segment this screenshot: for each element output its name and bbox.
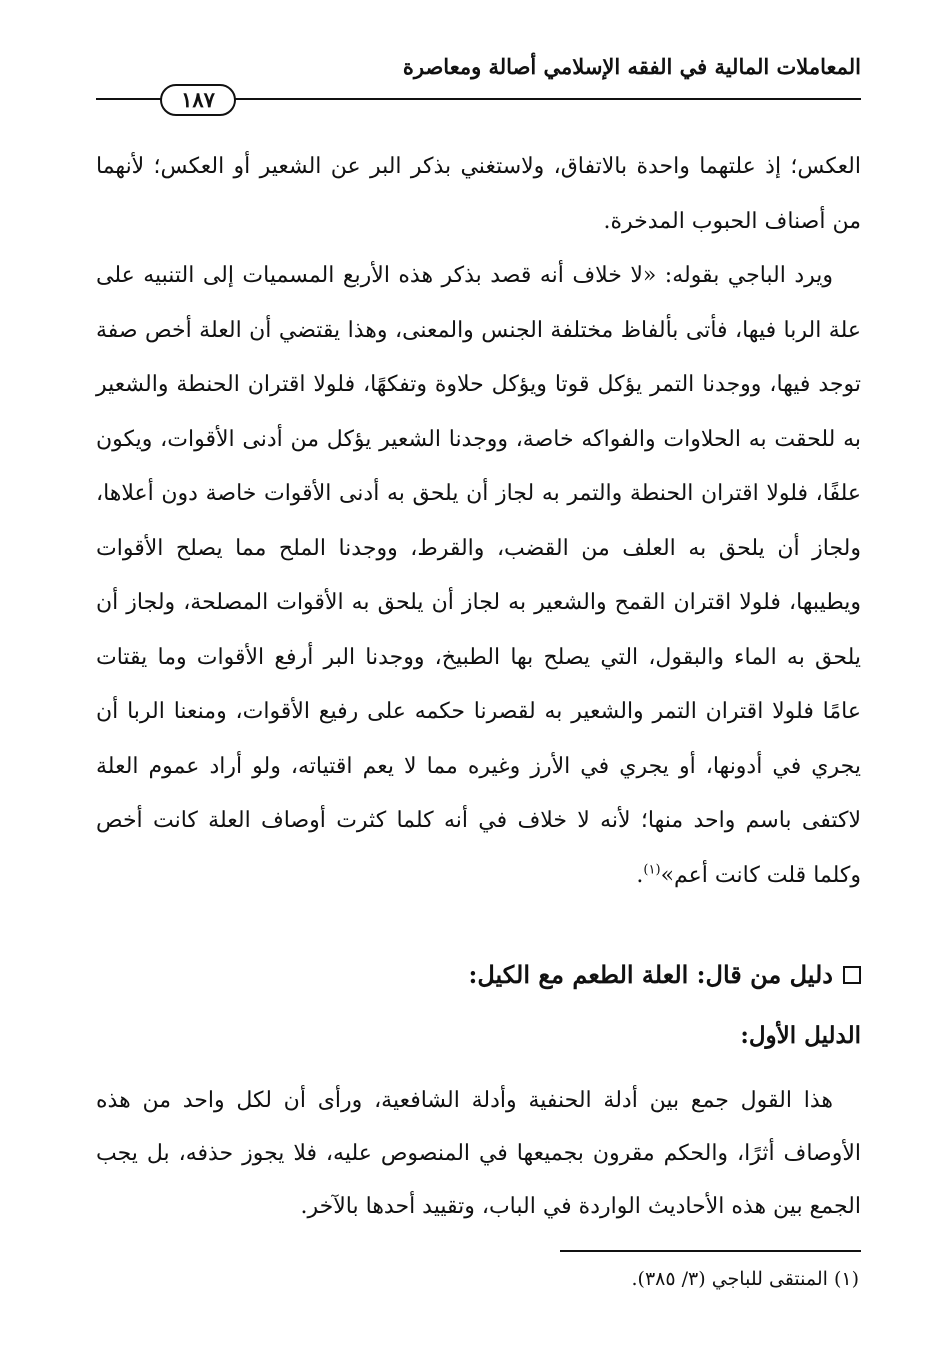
paragraph-2: [96, 249, 861, 903]
footnote-rule: [560, 1250, 861, 1252]
subheading: الدليل الأول:: [740, 1022, 861, 1049]
page-number: ١٨٧: [160, 84, 236, 116]
paragraph-3: هذا القول جمع بين أدلة الحنفية وأدلة الشافعية، ورأى أن لكل واحد من هذه الأوصاف أثرًا، والحكم مقرون بجميعها في المنصوص عليه، فلا يجوز حذفه، بل يجب الجمع بين هذه الأحاديث الواردة في الباب، وتقييد أحدها بالآخر.: [96, 1088, 861, 1219]
running-title: المعاملات المالية في الفقه الإسلامي أصالة ومعاصرة: [402, 54, 861, 79]
checkbox-icon: [843, 966, 861, 984]
section-text: [96, 1074, 861, 1233]
section-heading: [469, 960, 862, 989]
quote-end: .: [636, 862, 644, 888]
main-text: [96, 140, 861, 903]
quote-text: ويرد الباجي بقوله: «لا خلاف أنه قصد بذكر هذه الأربع المسميات إلى التنبيه على علة الربا فيها، فأتى بألفاظ مختلفة الجنس والمعنى، وهذا يقتضي أن العلة أخص صفة توجد فيها، ووجدنا التمر يؤكل قوتا ويؤكل حلاوة وتفكهًا، فلولا اقتران الحنطة والشعير به للحقت به الحلاوات والفواكه خاصة، ووجدنا الشعير يؤكل من أدنى الأقوات، ويكون علفًا، فلولا اقتران الحنطة والتمر به لجاز أن يلحق به أدنى الأقوات خاصة دون أعلاها، ولجاز أن يلحق به العلف من القضب، والقرط، ووجدنا الملح مما يصلح الأقوات ويطيبها، فلولا اقتران القمح والشعير به لجاز أن يلحق به الأقوات المصلحة، ولجاز أن يلحق به الماء والبقول، التي يصلح بها الطبيخ، ووجدنا البر أرفع الأقوات وما يقتات عامًا فلولا اقتران التمر والشعير به لقصرنا حكمه على رفيع الأقوات، ومنعنا الربا أن يجري في أدونها، أو يجري في الأرز وغيره مما لا يعم اقتياته، ولو أراد عموم العلة لاكتفى باسم واحد منها؛ لأنه لا خلاف في أنه كلما كثرت أوصاف العلة كانت أخص وكلما قلت كانت أعم»: [96, 263, 862, 888]
footnote-ref: (١): [643, 862, 661, 878]
paragraph-1: العكس؛ إذ علتهما واحدة بالاتفاق، ولاستغني بذكر البر عن الشعير أو العكس؛ لأنهما من أصناف الحبوب المدخرة.: [96, 154, 861, 234]
section-heading-text: دليل من قال: العلة الطعم مع الكيل:: [468, 960, 833, 989]
footnote: (١) المنتقى للباجي (٣/ ٣٨٥).: [631, 1268, 859, 1290]
